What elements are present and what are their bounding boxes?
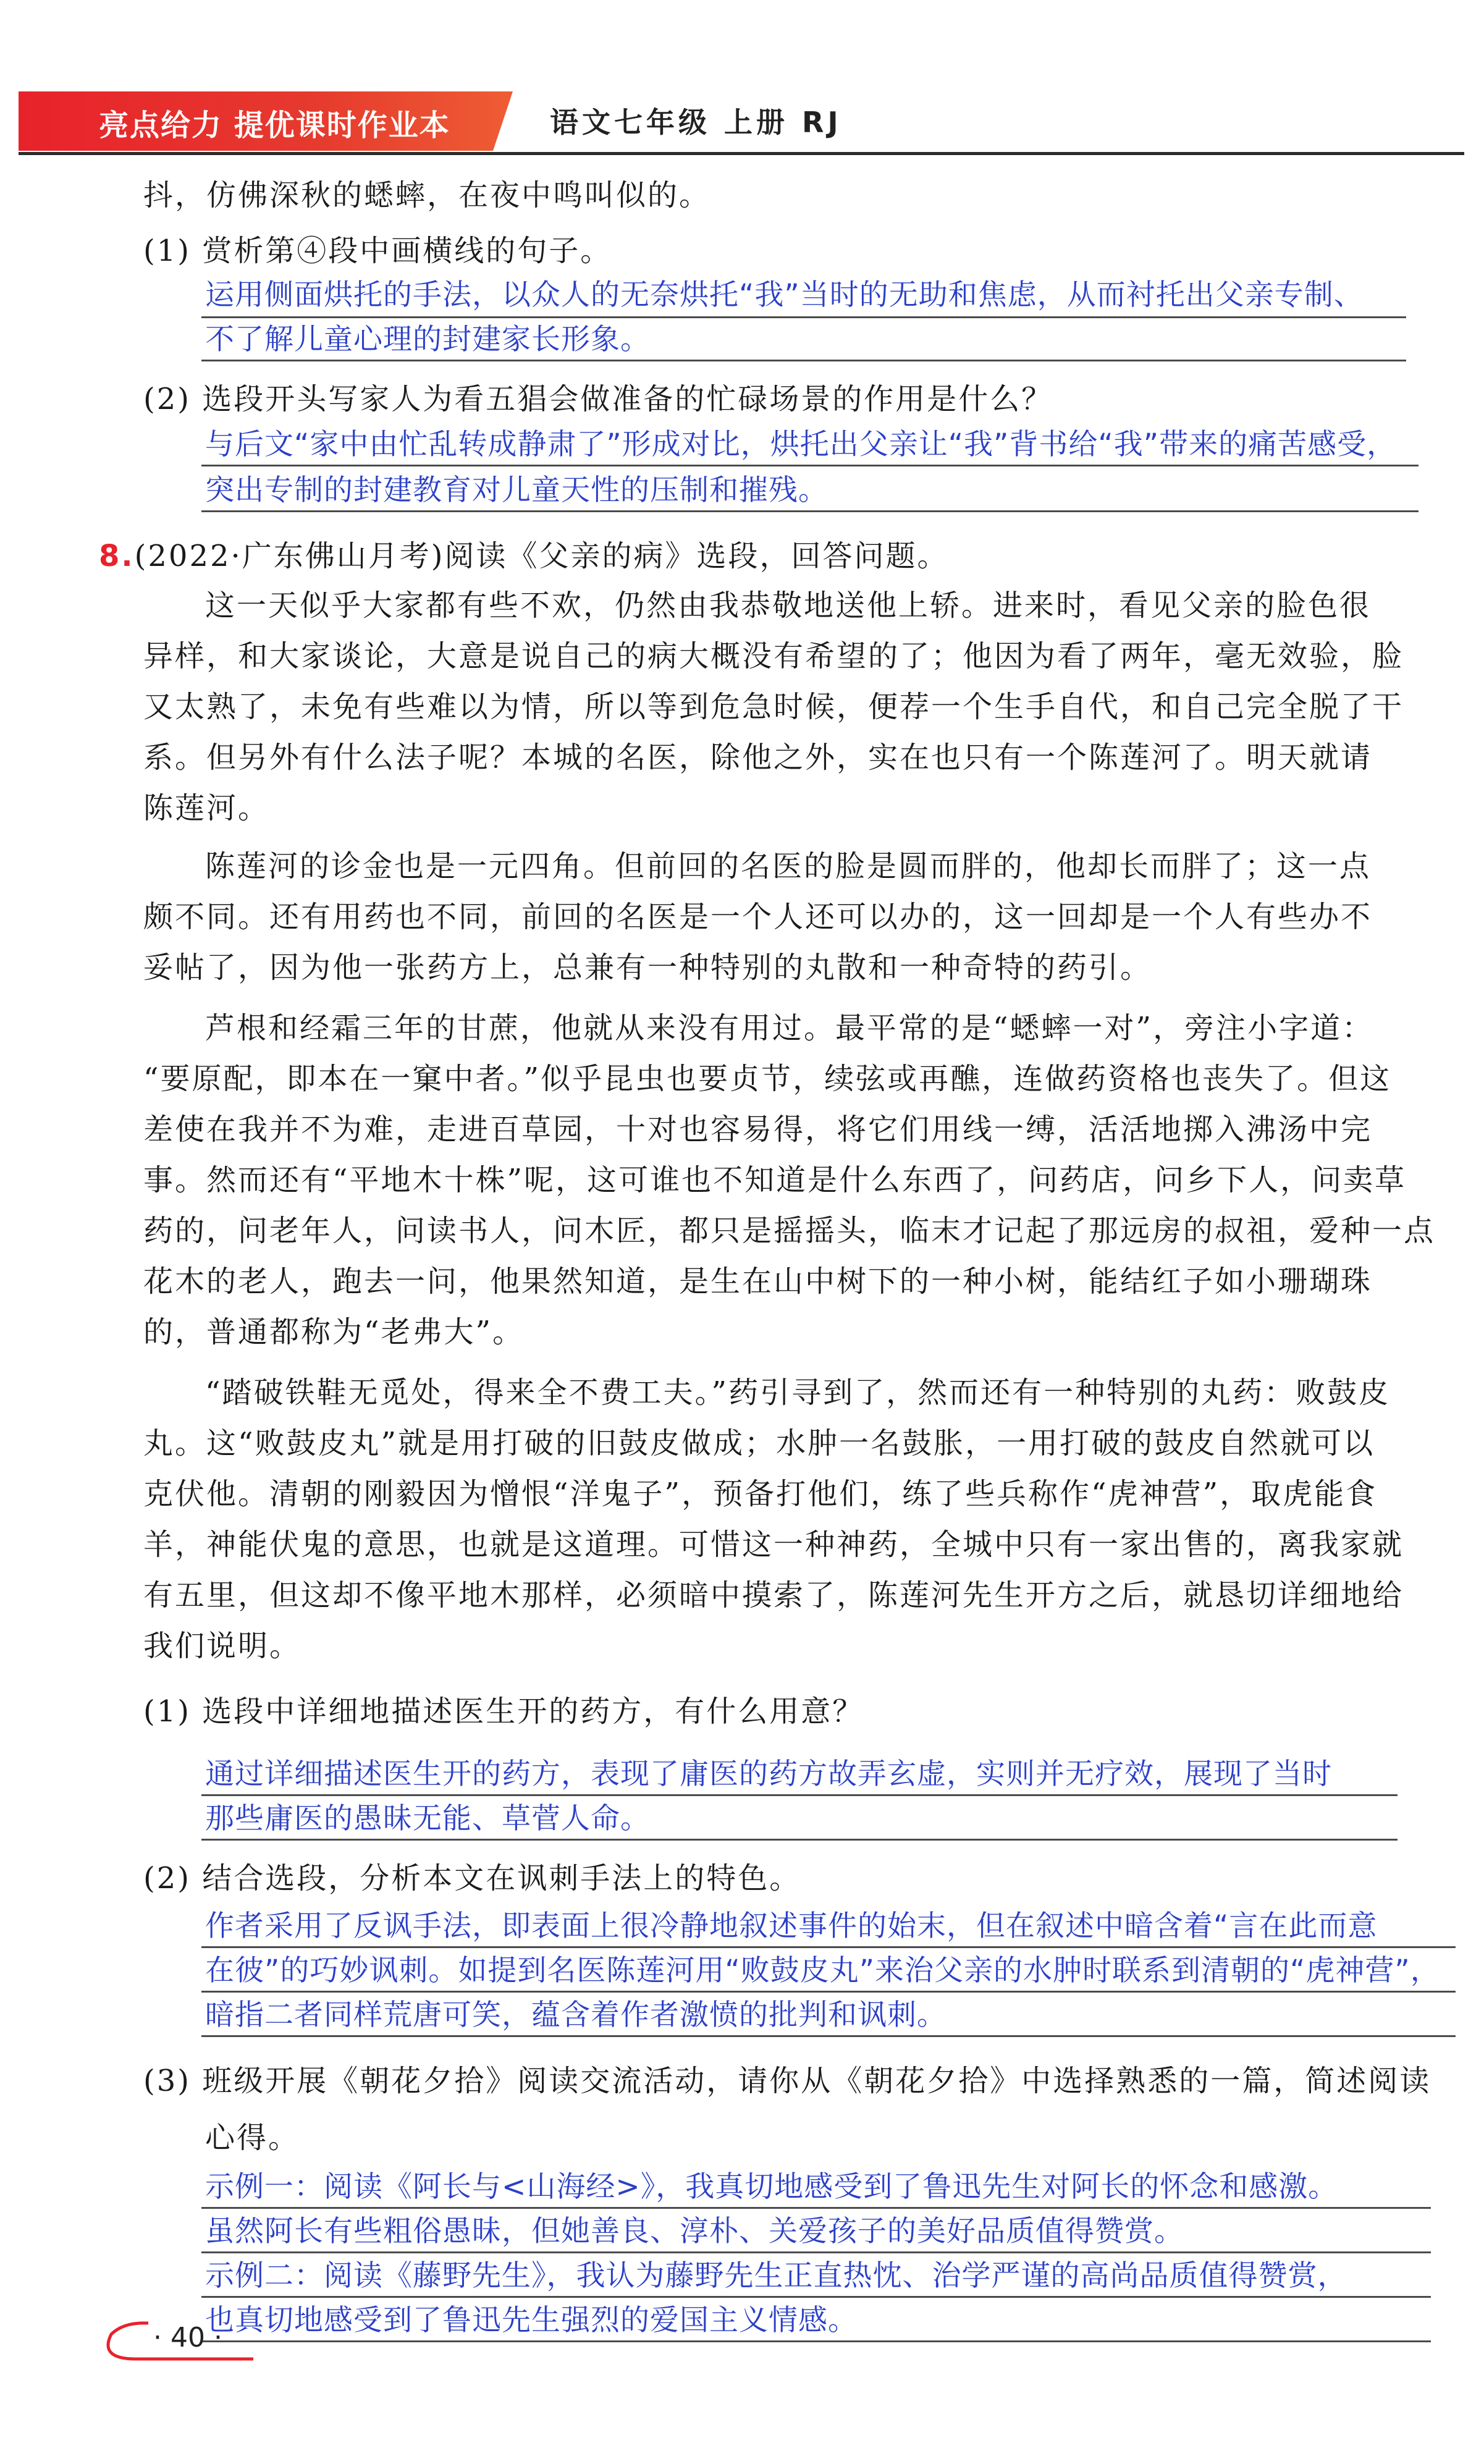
- q8-number: 8.: [99, 539, 135, 573]
- q7-1-question: (1) 赏析第④段中画横线的句子。: [143, 234, 612, 268]
- passage-line: 异样，和大家谈论，大意是说自己的病大概没有希望的了；他因为看了两年，毫无效验，脸: [143, 639, 1404, 673]
- q8-3-answer-line: 示例一：阅读《阿长与<山海经>》，我真切地感受到了鲁迅先生对阿长的怀念和感激。: [205, 2170, 1338, 2204]
- answer-underline: [201, 2340, 1431, 2342]
- q8-2-answer-line: 暗指二者同样荒唐可笑，蕴含着作者激愤的批判和讽刺。: [205, 1998, 946, 2032]
- q8-prompt-text: (2022·广东佛山月考)阅读《父亲的病》选段，回答问题。: [134, 539, 949, 573]
- q8-2-question: (2) 结合选段，分析本文在讽刺手法上的特色。: [143, 1861, 801, 1896]
- passage-line: 事。然而还有“平地木十株”呢，这可谁也不知道是什么东西了，问药店，问乡下人，问卖草: [143, 1163, 1407, 1197]
- q8-3-answer-line: 虽然阿长有些粗俗愚昧，但她善良、淳朴、关爱孩子的美好品质值得赞赏。: [205, 2214, 1184, 2248]
- header-rule: [19, 152, 1464, 155]
- q8-2-answer-line: 作者采用了反讽手法，即表面上很冷静地叙述事件的始末，但在叙述中暗含着“言在此而意: [205, 1909, 1378, 1943]
- q8-3-question-line: (3) 班级开展《朝花夕拾》阅读交流活动，请你从《朝花夕拾》中选择熟悉的一篇，简述阅读: [143, 2064, 1431, 2098]
- answer-underline: [201, 2035, 1456, 2037]
- passage-line: 丸。这“败鼓皮丸”就是用打破的旧鼓皮做成；水肿一名鼓胀，一用打破的鼓皮自然就可以: [143, 1426, 1375, 1461]
- header-title: 语文七年级 上册 RJ: [550, 106, 842, 139]
- passage-line: 这一天似乎大家都有些不欢，仍然由我恭敬地送他上轿。进来时，看见父亲的脸色很: [205, 588, 1372, 623]
- answer-underline: [201, 1839, 1398, 1841]
- passage-line: 妥帖了，因为他一张药方上，总兼有一种特别的丸散和一种奇特的药引。: [143, 950, 1152, 985]
- q8-1-answer-line: 通过详细描述医生开的药方，表现了庸医的药方故弄玄虚，实则并无疗效，展现了当时: [205, 1757, 1332, 1791]
- passage-line: 差使在我并不为难，走进百草园，十对也容易得，将它们用线一缚，活活地掷入沸汤中完: [143, 1112, 1373, 1147]
- passage-line: 陈莲河。: [143, 791, 270, 825]
- q8-2-answer-line: 在彼”的巧妙讽刺。如提到名医陈莲河用“败鼓皮丸”来治父亲的水肿时联系到清朝的“虎神营”，: [205, 1954, 1440, 1988]
- passage-line: 颇不同。还有用药也不同，前回的名医是一个人还可以办的，这一回却是一个人有些办不: [143, 900, 1373, 934]
- q8-1-question: (1) 选段中详细地描述医生开的药方，有什么用意？: [143, 1694, 864, 1729]
- passage-line: 芦根和经霜三年的甘蔗，他就从来没有用过。最平常的是“蟋蟀一对”，旁注小字道：: [205, 1011, 1374, 1045]
- answer-underline: [201, 465, 1419, 466]
- header-brand: 亮点给力 提优课时作业本: [99, 108, 450, 143]
- answer-underline: [201, 2296, 1431, 2298]
- answer-underline: [201, 1991, 1456, 1993]
- passage-line: 的，普通都称为“老弗大”。: [143, 1315, 525, 1349]
- q7-2-question: (2) 选段开头写家人为看五猖会做准备的忙碌场景的作用是什么？: [143, 382, 1053, 416]
- passage-line: 陈莲河的诊金也是一元四角。但前回的名医的脸是圆而胖的，他却长而胖了；这一点: [205, 849, 1372, 884]
- answer-underline: [201, 510, 1419, 512]
- passage-line: 我们说明。: [143, 1629, 301, 1663]
- passage-line: 花木的老人，跑去一问，他果然知道，是生在山中树下的一种小树，能结红子如小珊瑚珠: [143, 1264, 1373, 1299]
- q8-3-answer-line: 示例二：阅读《藤野先生》，我认为藤野先生正直热忱、治学严谨的高尚品质值得赞赏，: [205, 2259, 1347, 2293]
- q8-3-answer-line: 也真切地感受到了鲁迅先生强烈的爱国主义情感。: [205, 2303, 858, 2337]
- passage-line: “要原配，即本在一窠中者。”似乎昆虫也要贞节，续弦或再醮，连做药资格也丧失了。但这: [143, 1061, 1392, 1096]
- passage-line: 克伏他。清朝的刚毅因为憎恨“洋鬼子”，预备打他们，练了些兵称作“虎神营”，取虎能食: [143, 1477, 1378, 1511]
- answer-underline: [201, 2251, 1431, 2253]
- answer-underline: [201, 316, 1406, 318]
- passage-line: 系。但另外有什么法子呢？本城的名医，除他之外，实在也只有一个陈莲河了。明天就请: [143, 740, 1373, 775]
- q7-2-answer-line: 与后文“家中由忙乱转成静肃了”形成对比，烘托出父亲让“我”背书给“我”带来的痛苦感受，: [205, 428, 1397, 462]
- q8-prompt: [99, 538, 949, 575]
- answer-underline: [201, 1794, 1398, 1796]
- answer-underline: [201, 2207, 1431, 2209]
- answer-underline: [201, 360, 1406, 361]
- passage-line: 羊，神能伏鬼的意思，也就是这道理。可惜这一种神药，全城中只有一家出售的，离我家就: [143, 1527, 1404, 1562]
- page-number: · 40 ·: [153, 2322, 222, 2353]
- passage-line: 又太熟了，未免有些难以为情，所以等到危急时候，便荐一个生手自代，和自己完全脱了干: [143, 690, 1404, 724]
- intro-line: 抖，仿佛深秋的蟋蟀，在夜中鸣叫似的。: [143, 178, 711, 213]
- q8-3-question-line: 心得。: [205, 2120, 300, 2155]
- q7-1-answer-line: 不了解儿童心理的封建家长形象。: [205, 323, 650, 357]
- q7-1-answer-line: 运用侧面烘托的手法，以众人的无奈烘托“我”当时的无助和焦虑，从而衬托出父亲专制、: [205, 278, 1364, 312]
- passage-line: 有五里，但这却不像平地木那样，必须暗中摸索了，陈莲河先生开方之后，就恳切详细地给: [143, 1578, 1404, 1613]
- q7-2-answer-line: 突出专制的封建教育对儿童天性的压制和摧残。: [205, 473, 828, 507]
- passage-line: 药的，问老年人，问读书人，问木匠，都只是摇摇头，临末才记起了那远房的叔祖，爱种一点: [143, 1213, 1436, 1248]
- answer-underline: [201, 1946, 1456, 1948]
- passage-line: “踏破铁鞋无觅处，得来全不费工夫。”药引寻到了，然而还有一种特别的丸药：败鼓皮: [205, 1375, 1391, 1410]
- q8-1-answer-line: 那些庸医的愚昧无能、草菅人命。: [205, 1802, 650, 1836]
